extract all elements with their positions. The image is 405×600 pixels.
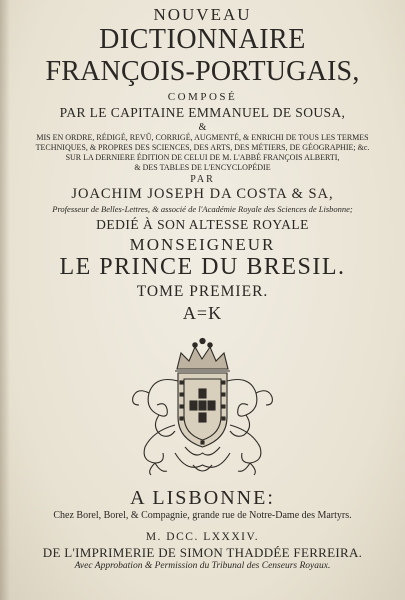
compose-label: COMPOSÉ xyxy=(167,91,238,103)
description-line-1: MIS EN ORDRE, RÉDIGÉ, REVÛ, CORRIGÉ, AUGMENTÉ, & ENRICHI DE TOUS LES TERMES xyxy=(36,133,369,142)
description-line-4: & DES TABLES DE L'ENCYCLOPÉDIE xyxy=(134,163,271,172)
title-nouveau: NOUVEAU xyxy=(153,5,252,24)
editor-name: JOACHIM JOSEPH DA COSTA & SA, xyxy=(71,186,334,202)
coat-of-arms-icon xyxy=(115,335,290,480)
title-dictionnaire: DICTIONNAIRE xyxy=(99,24,306,55)
publisher-line: Chez Borel, Borel, & Compagnie, grande rue de Notre-Dame des Martyrs. xyxy=(53,510,352,521)
letter-range: A=K xyxy=(182,303,223,323)
par-label: PAR xyxy=(190,174,215,185)
city-line: A LISBONNE: xyxy=(130,487,275,509)
year-line: M. DCC. LXXXIV. xyxy=(145,531,260,543)
approbation-line: Avec Approbation & Permission du Tribunal des Censeurs Royaux. xyxy=(74,561,331,571)
author-line: PAR LE CAPITAINE EMMANUEL DE SOUSA, xyxy=(59,105,346,120)
prince-line: LE PRINCE DU BRESIL. xyxy=(59,254,346,280)
dedication-line: DEDIÉ À SON ALTESSE ROYALE xyxy=(96,217,309,232)
title-francois-portugais: FRANÇOIS-PORTUGAIS, xyxy=(45,56,360,87)
editor-credentials: Professeur de Belles-Lettres, & associé de l'Académie Royale des Sciences de Lisbonne; xyxy=(52,204,353,214)
description-line-3: SUR LA DERNIERE ÉDITION DE CELUI DE M. L'ABBÉ FRANÇOIS ALBERTI, xyxy=(65,153,340,162)
ampersand-separator: & xyxy=(198,122,207,133)
volume-label: TOME PREMIER. xyxy=(136,283,269,300)
description-line-2: TECHNIQUES, & PROPRES DES SCIENCES, DES ARTS, DES MÉTIERS, DE GÉOGRAPHIE; &c. xyxy=(35,143,370,152)
monseigneur-line: MONSEIGNEUR xyxy=(129,235,276,254)
printer-line: DE L'IMPRIMERIE DE SIMON THADDÉE FERREIRA. xyxy=(42,545,363,560)
